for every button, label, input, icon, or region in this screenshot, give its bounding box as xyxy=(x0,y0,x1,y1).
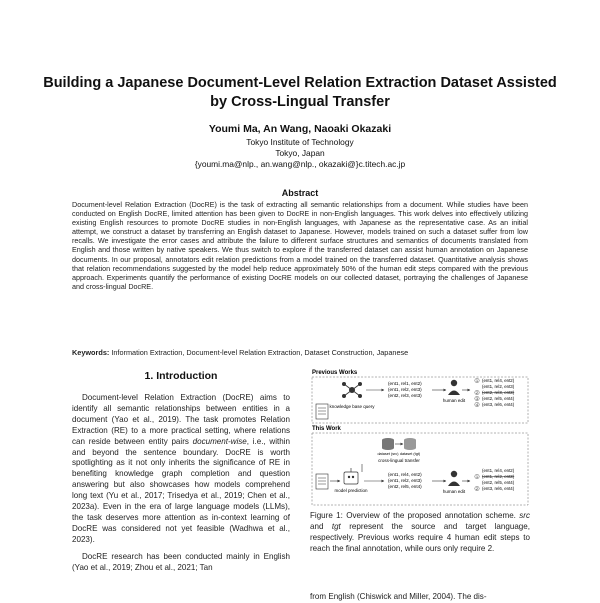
location: Tokyo, Japan xyxy=(275,148,325,158)
human-icon-previous xyxy=(448,380,460,395)
column-2-text: from English (Chiswick and Miller, 2004). The dis- xyxy=(310,592,487,601)
caption-src: src xyxy=(519,511,530,520)
fig-triple-prevout-4: (ent2, rel5, ent4) xyxy=(482,396,515,401)
step-mark-3: 3 xyxy=(476,396,478,401)
affiliation: Tokyo Institute of Technology xyxy=(246,137,354,147)
fig-cross-lingual-label: cross-lingual transfer xyxy=(378,458,420,463)
keywords-label: Keywords: xyxy=(72,348,110,357)
step-mark-4: 4 xyxy=(476,402,478,407)
fig-dataset-tgt: dataset (tgt) xyxy=(399,452,421,456)
fig-triple-thisout-3: (ent2, rel5, ent4) xyxy=(482,480,515,485)
fig-triple-prev-2: (ent1, rel2, ent3) xyxy=(388,387,422,392)
fig-model-prediction-label: model prediction xyxy=(334,488,368,493)
abstract-text: Document-level Relation Extraction (DocRE) is the task of extracting all semantic relationships from a document. While studies have been conducted on English DocRE, limited attention has been given to DocRE in non-English languages. This work delves into effectively utilizing existing English resources to promote DocRE studies in non-English languages, with Japanese as the representative case. As an initial attempt, we construct a dataset by transferring an English dataset to Japanese. However, models trained on such a dataset suffer from low recalls. We investigate the error cases and attribute the failure to different surface structures and semantics of documents translated from English and those written by native speakers. We thus switch to explore if the transferred dataset can assist human annotation on Japanese documents. In our proposal, annotators edit relation predictions from a model trained on the transferred dataset. Quantitative analysis shows that relation recommendations suggested by the model help reduce approximately 50% of the human edit steps compared with the previous approach. Experiments quantify the performance of existing DocRE models on our collected dataset, portraying the challenges of Japanese and cross-lingual DocRE. xyxy=(72,200,528,291)
model-icon xyxy=(344,468,358,484)
step-mark-2: 2 xyxy=(476,390,478,395)
doc-icon-previous xyxy=(316,404,328,419)
keywords xyxy=(72,348,528,357)
fig-triple-this-3: (ent2, rel5, ent4) xyxy=(388,484,422,489)
step-mark-this-2: 2 xyxy=(476,486,478,491)
intro-paragraph-2: DocRE research has been conducted mainly in English (Yao et al., 2019; Zhou et al., 2021; Tan xyxy=(72,551,290,572)
fig-triple-thisout-4: (ent3, rel6, ent4) xyxy=(482,486,515,491)
human-icon-this xyxy=(448,471,460,486)
fig-triple-this-2: (ent1, rel2, ent3) xyxy=(388,478,422,483)
keywords-list: Information Extraction, Document-level Relation Extraction, Dataset Construction, Japanese xyxy=(111,348,409,357)
step-mark-1: 1 xyxy=(476,378,478,383)
paper-title: Building a Japanese Document-Level Relation Extraction Dataset Assisted by Cross-Lingual Transfer xyxy=(43,75,557,110)
step-mark-this-1: 1 xyxy=(476,474,478,479)
fig-triple-thisout-2: (ent1, rel2, ent3) xyxy=(482,474,515,479)
fig-kb-query-label: knowledge base query xyxy=(329,404,375,409)
emphasis-document-wise: document-wise xyxy=(192,436,247,446)
section-heading-introduction: 1. Introduction xyxy=(144,370,218,382)
fig-human-edit-this: human edit xyxy=(442,489,466,494)
fig-dataset-src: dataset (src) xyxy=(377,452,399,456)
introduction-text xyxy=(72,393,290,580)
fig-triple-prev-3: (ent2, rel3, ent3) xyxy=(388,393,422,398)
abstract-heading: Abstract xyxy=(281,188,319,198)
paper-authors: Youmi Ma, An Wang, Naoaki Okazaki xyxy=(208,123,392,135)
figure-1-caption: Figure 1: Overview of the proposed annotation scheme. src and tgt represent the source and target language, respectively. Previous works require 4 human edit steps to reach the final annotation, while ours only require 2. xyxy=(310,511,530,553)
fig-human-edit-prev: human edit xyxy=(442,398,466,403)
fig-triple-prevout-3: (ent2, rel3, ent3) xyxy=(482,390,515,395)
figure-1-annotation-scheme xyxy=(310,368,530,508)
fig-triple-prevout-5: (ent3, rel6, ent4) xyxy=(482,402,515,407)
intro-paragraph-1: Document-level Relation Extraction (DocRE) aims to identify all semantic relationships between entities in a document (Yao et al., 2019). The task promotes Relation Extraction (RE) to a more practical setting, where relations can reside between entity pairs document-wise, i.e., within and beyond the sentence boundary. DocRE is worth spotlighting as it not only inherits the significance of RE in benefiting knowledge graph completion and question answering but also showcases how models comprehend long text (Yu et al., 2017; Trisedya et al., 2019; Chen et al., 2023a). Even in the era of large language models (LLMs), the task deserves more attention as in-context learning of DocRE was considered not yet feasible (Wadhwa et al., 2023). xyxy=(72,393,290,544)
doc-icon-this xyxy=(316,474,328,489)
caption-tgt: tgt xyxy=(331,521,341,531)
fig-this-work-label: This Work xyxy=(312,426,341,432)
fig-triple-prev-1: (ent1, rel1, ent2) xyxy=(388,381,422,386)
fig-previous-label: Previous Works xyxy=(312,370,358,376)
author-emails: {youmi.ma@nlp., an.wang@nlp., okazaki@}c.titech.ac.jp xyxy=(194,159,406,169)
knowledge-graph-icon xyxy=(342,382,362,398)
fig-triple-prevout-2: (ent1, rel2, ent3) xyxy=(482,384,515,389)
fig-triple-this-1: (ent1, rel4, ent2) xyxy=(388,472,422,477)
fig-triple-prevout-1: (ent1, rel4, ent2) xyxy=(482,378,515,383)
fig-triple-thisout-1: (ent1, rel4, ent2) xyxy=(482,468,515,473)
